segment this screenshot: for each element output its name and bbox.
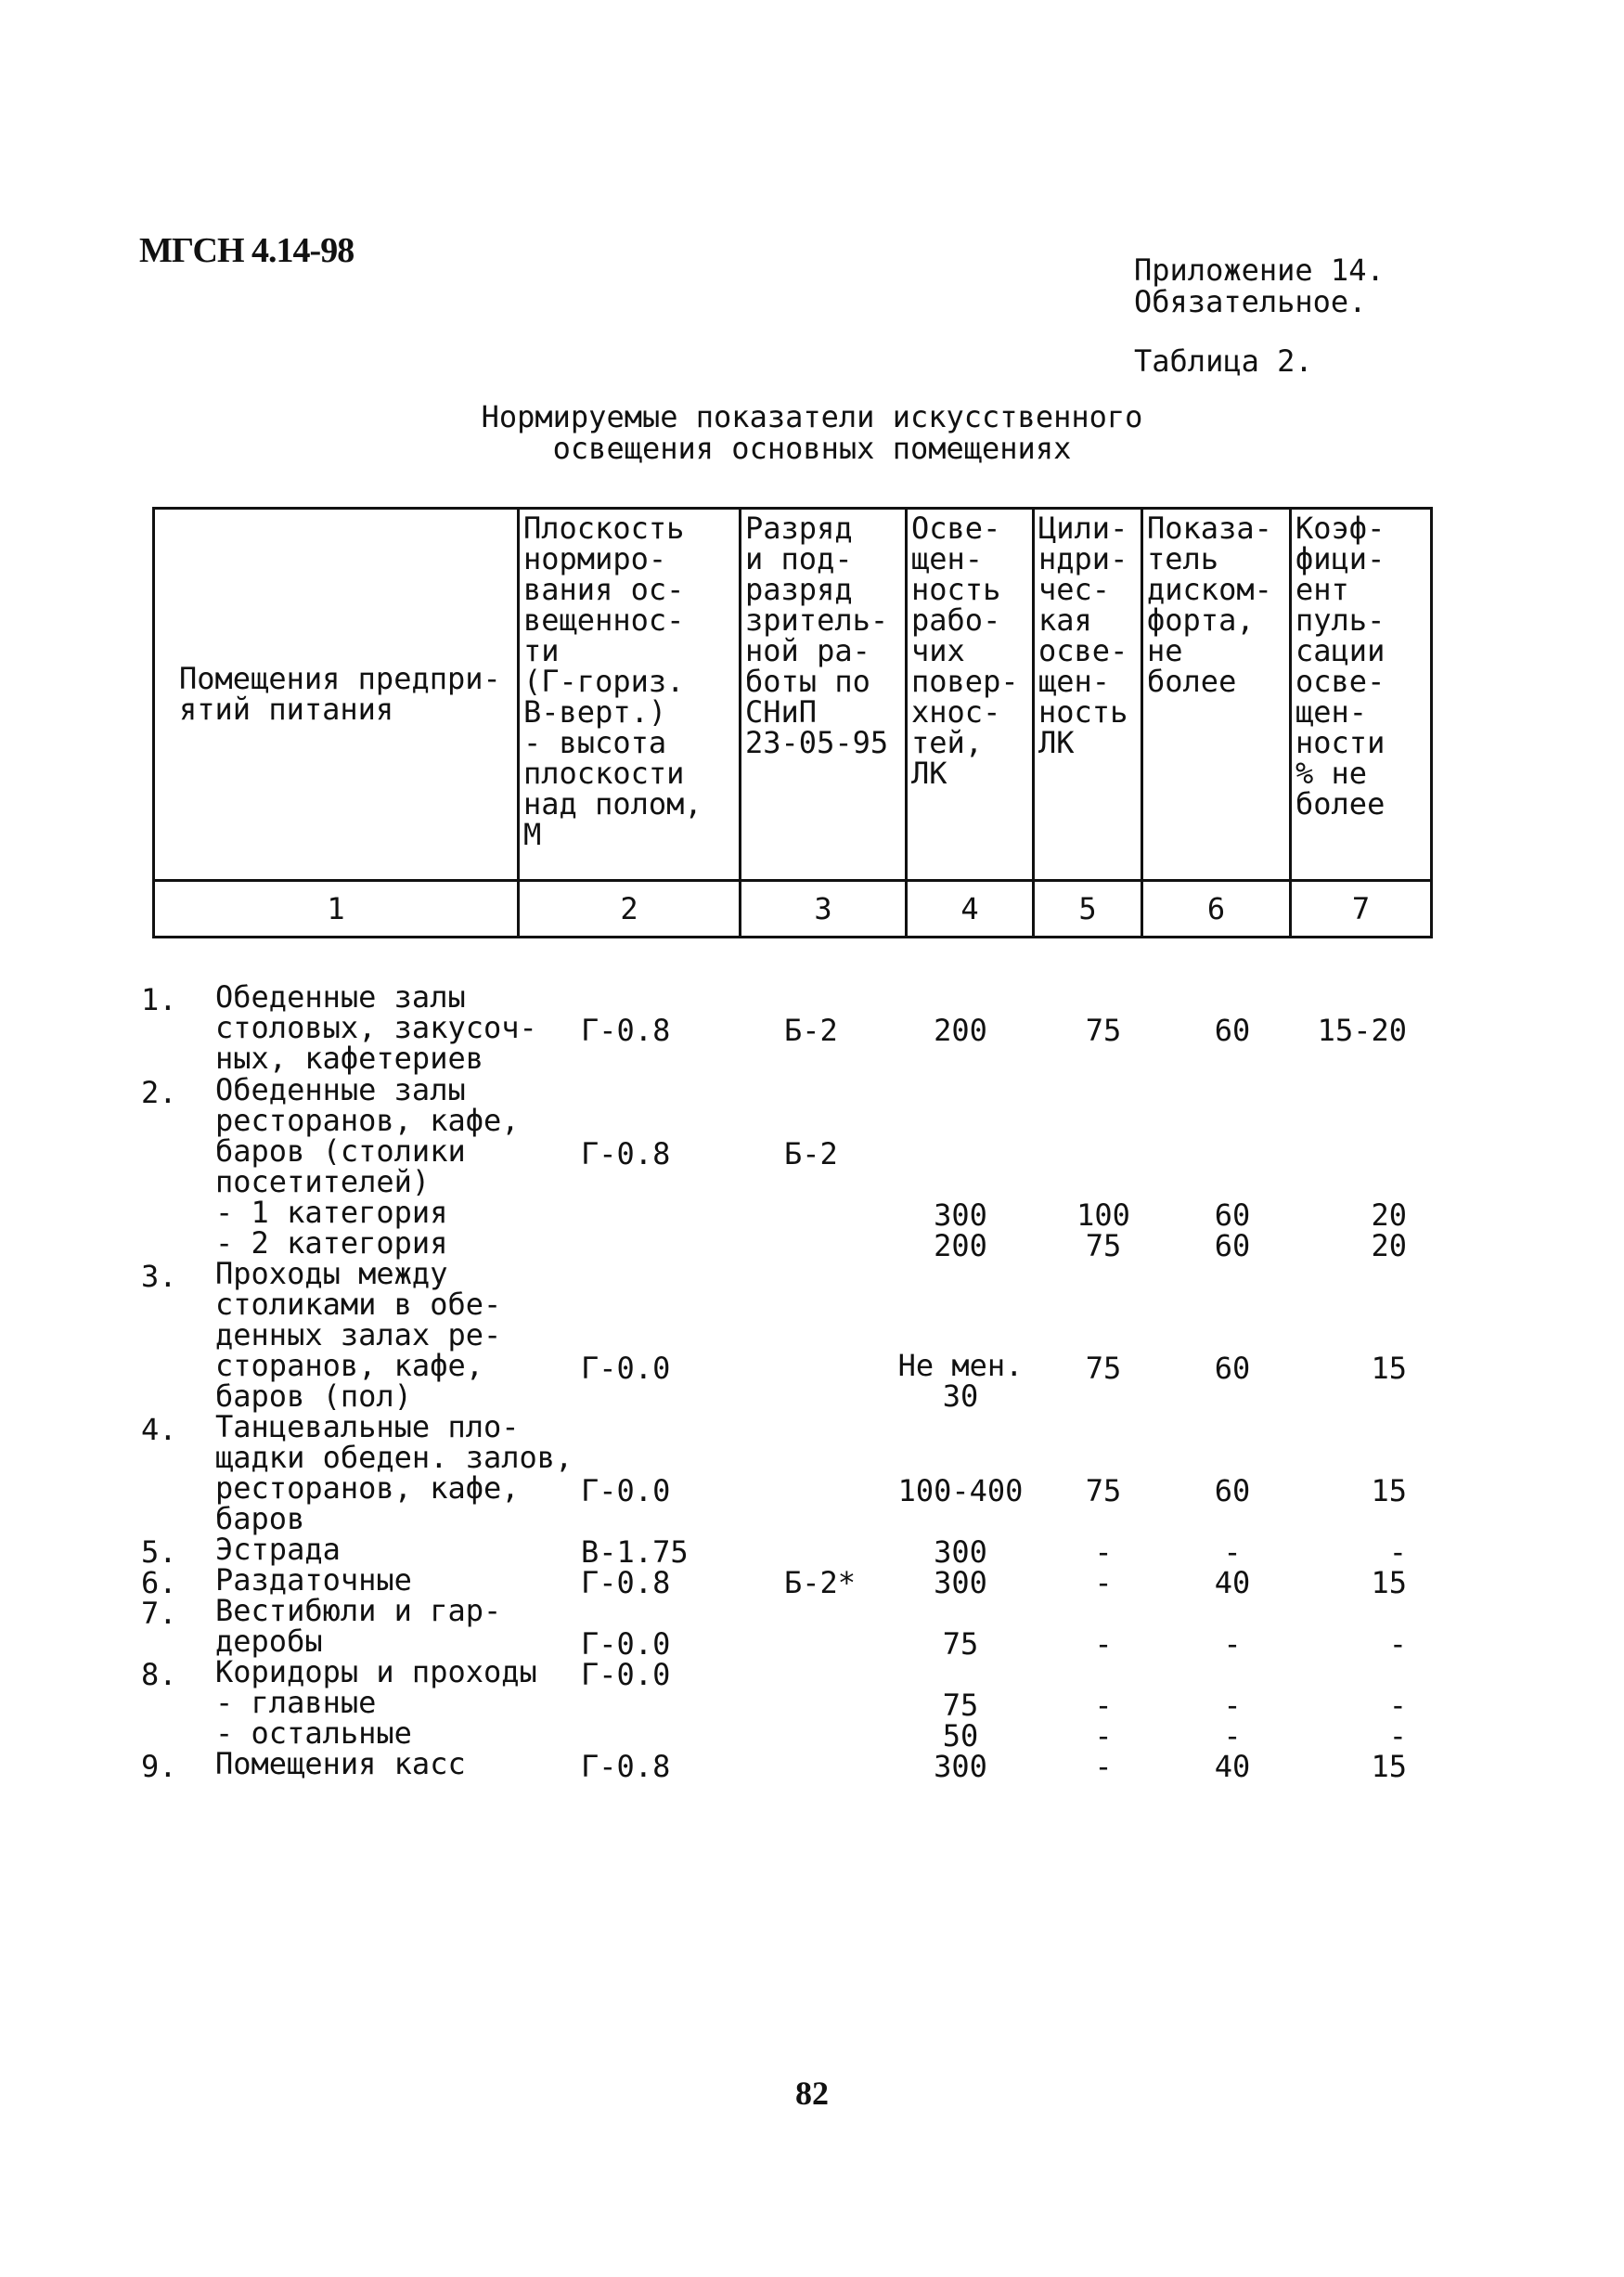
row-cylindrical: - bbox=[1094, 1534, 1113, 1570]
column-number: 4 bbox=[907, 881, 1034, 938]
row-illuminance: 75 bbox=[942, 1688, 979, 1723]
row-room: Коридоры и проходы bbox=[215, 1654, 537, 1689]
table-title: Нормируемые показатели искусственного освещения основных помещениях bbox=[481, 399, 1143, 466]
row-illuminance: 50 bbox=[942, 1718, 979, 1753]
row-number: 2. bbox=[141, 1075, 177, 1110]
row-cylindrical: 75 bbox=[1085, 1351, 1122, 1386]
row-room: Помещения касс bbox=[215, 1746, 466, 1781]
row-room: Эстрада bbox=[215, 1532, 341, 1567]
row-room: - остальные bbox=[215, 1715, 412, 1751]
row-illuminance: 300 bbox=[934, 1749, 987, 1784]
row-number: 6. bbox=[141, 1565, 177, 1600]
row-plane: Г-0.8 bbox=[581, 1013, 671, 1048]
row-number: 9. bbox=[141, 1749, 177, 1784]
row-illuminance: Не мен. 30 bbox=[897, 1348, 1024, 1414]
row-pulsation: 15 bbox=[1371, 1351, 1407, 1386]
row-discomfort: 40 bbox=[1214, 1749, 1251, 1784]
row-room: - 1 категория bbox=[215, 1195, 448, 1230]
column-header-plane: Плоскость нормиро- вания ос- вещеннос- ти (Г-гориз. В-верт.) - высота плоскости над полом, М bbox=[519, 509, 741, 881]
column-header-discomfort: Показа- тель диском- форта, не более bbox=[1142, 509, 1291, 881]
row-discomfort: 60 bbox=[1214, 1473, 1251, 1508]
row-number: 1. bbox=[141, 982, 177, 1017]
row-pulsation: 15 bbox=[1371, 1473, 1407, 1508]
row-pulsation: 20 bbox=[1371, 1197, 1407, 1233]
row-room: - главные bbox=[215, 1685, 377, 1720]
row-pulsation: 15-20 bbox=[1317, 1013, 1407, 1048]
row-discomfort: 60 bbox=[1214, 1197, 1251, 1233]
column-number: 5 bbox=[1034, 881, 1142, 938]
row-room: - 2 категория bbox=[215, 1225, 448, 1261]
row-discomfort: - bbox=[1223, 1688, 1242, 1723]
row-number: 7. bbox=[141, 1596, 177, 1631]
row-category: Б-2 bbox=[784, 1136, 838, 1171]
page-number: 82 bbox=[795, 2075, 829, 2112]
row-room: Танцевальные пло- щадки обеден. залов, ресторанов, кафе, баров bbox=[215, 1409, 574, 1536]
row-number: 8. bbox=[141, 1657, 177, 1692]
row-cylindrical: - bbox=[1094, 1749, 1113, 1784]
document-code: МГСН 4.14-98 bbox=[139, 231, 354, 270]
table-header bbox=[152, 507, 1433, 938]
row-cylindrical: 75 bbox=[1085, 1228, 1122, 1263]
row-cylindrical: 75 bbox=[1085, 1473, 1122, 1508]
column-number: 2 bbox=[519, 881, 741, 938]
row-discomfort: - bbox=[1223, 1534, 1242, 1570]
column-number: 7 bbox=[1291, 881, 1432, 938]
column-number: 1 bbox=[154, 881, 519, 938]
row-plane: В-1.75 bbox=[581, 1534, 689, 1570]
row-cylindrical: - bbox=[1094, 1626, 1113, 1662]
column-header-room: Помещения предпри- ятий питания bbox=[154, 509, 519, 881]
row-illuminance: 300 bbox=[934, 1197, 987, 1233]
row-illuminance: 200 bbox=[934, 1228, 987, 1263]
row-number: 3. bbox=[141, 1259, 177, 1294]
column-header-illuminance: Осве- щен- ность рабо- чих повер- хнос- тей, ЛК bbox=[907, 509, 1034, 881]
row-illuminance: 200 bbox=[934, 1013, 987, 1048]
row-room: Обеденные залы ресторанов, кафе, баров (столики посетителей) bbox=[215, 1072, 520, 1199]
row-room: Обеденные залы столовых, закусоч- ных, кафетериев bbox=[215, 979, 537, 1076]
row-plane: Г-0.0 bbox=[581, 1351, 671, 1386]
row-cylindrical: 75 bbox=[1085, 1013, 1122, 1048]
row-room: Раздаточные bbox=[215, 1562, 412, 1598]
column-header-cylindrical: Цили- ндри- чес- кая осве- щен- ность ЛК bbox=[1034, 509, 1142, 881]
row-illuminance: 300 bbox=[934, 1534, 987, 1570]
column-number: 3 bbox=[741, 881, 907, 938]
column-header-category: Разряд и под- разряд зритель- ной ра- боты по СНиП 23-05-95 bbox=[741, 509, 907, 881]
row-plane: Г-0.0 bbox=[581, 1626, 671, 1662]
row-discomfort: - bbox=[1223, 1718, 1242, 1753]
row-discomfort: 60 bbox=[1214, 1013, 1251, 1048]
column-number: 6 bbox=[1142, 881, 1291, 938]
row-plane: Г-0.0 bbox=[581, 1657, 671, 1692]
row-plane: Г-0.8 bbox=[581, 1565, 671, 1600]
row-illuminance: 75 bbox=[942, 1626, 979, 1662]
row-cylindrical: - bbox=[1094, 1565, 1113, 1600]
row-discomfort: - bbox=[1223, 1626, 1242, 1662]
row-discomfort: 60 bbox=[1214, 1228, 1251, 1263]
row-plane: Г-0.8 bbox=[581, 1136, 671, 1171]
row-plane: Г-0.8 bbox=[581, 1749, 671, 1784]
row-number: 4. bbox=[141, 1412, 177, 1447]
row-pulsation: - bbox=[1388, 1718, 1407, 1753]
row-category: Б-2* bbox=[784, 1565, 857, 1600]
row-room: Проходы между столиками в обе- денных залах ре- сторанов, кафе, баров (пол) bbox=[215, 1256, 502, 1414]
row-pulsation: 15 bbox=[1371, 1565, 1407, 1600]
row-category: Б-2 bbox=[784, 1013, 838, 1048]
row-plane: Г-0.0 bbox=[581, 1473, 671, 1508]
row-pulsation: 15 bbox=[1371, 1749, 1407, 1784]
row-discomfort: 40 bbox=[1214, 1565, 1251, 1600]
row-number: 5. bbox=[141, 1534, 177, 1570]
appendix-label: Приложение 14. Обязательное. bbox=[1134, 252, 1385, 319]
row-pulsation: - bbox=[1388, 1534, 1407, 1570]
row-cylindrical: - bbox=[1094, 1688, 1113, 1723]
row-room: Вестибюли и гар- деробы bbox=[215, 1593, 502, 1659]
row-illuminance: 300 bbox=[934, 1565, 987, 1600]
row-pulsation: - bbox=[1388, 1626, 1407, 1662]
row-cylindrical: 100 bbox=[1076, 1197, 1130, 1233]
column-header-pulsation: Коэф- фици- ент пуль- сации осве- щен- ности % не более bbox=[1291, 509, 1432, 881]
row-pulsation: 20 bbox=[1371, 1228, 1407, 1263]
row-cylindrical: - bbox=[1094, 1718, 1113, 1753]
row-discomfort: 60 bbox=[1214, 1351, 1251, 1386]
row-illuminance: 100-400 bbox=[897, 1473, 1024, 1508]
row-pulsation: - bbox=[1388, 1688, 1407, 1723]
table-number: Таблица 2. bbox=[1134, 343, 1313, 379]
